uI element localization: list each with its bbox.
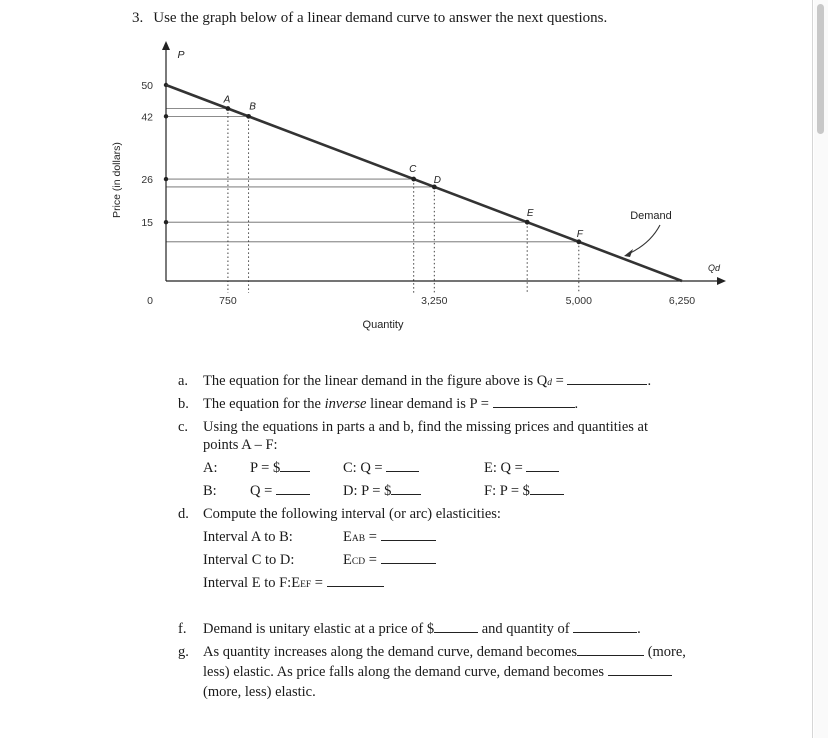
item-c-line2: points A – F: xyxy=(203,437,278,453)
demand-chart xyxy=(0,0,760,340)
answer-blank-g1[interactable] xyxy=(577,643,644,656)
row-d xyxy=(343,480,421,503)
point-label-F: F xyxy=(576,228,583,240)
item-f-text: Demand is unitary elastic at a price of $ and quantity of . xyxy=(203,621,641,637)
point-a-label: A: xyxy=(203,460,218,476)
point-f-eq: F: P = $ xyxy=(484,483,530,499)
row-a-eq xyxy=(250,457,310,480)
answer-blank-qb[interactable] xyxy=(276,482,310,495)
answer-blank-eab[interactable] xyxy=(381,528,436,541)
point-d-eq: D: P = $ xyxy=(343,483,392,499)
interval-ab-eq xyxy=(343,526,436,551)
e-ab-letter: E xyxy=(343,529,352,545)
answer-blank-b[interactable] xyxy=(493,395,575,408)
e-ef-letter: E xyxy=(291,575,301,591)
interval-ef-label: Interval E to F: xyxy=(203,575,292,591)
item-g-t1: As quantity increases along the demand curve, demand becomes xyxy=(203,644,578,660)
interval-cd xyxy=(203,549,294,572)
x-tick-label: 6,250 xyxy=(668,295,696,307)
interval-cd-eq xyxy=(343,549,436,574)
guide-lines xyxy=(166,85,579,293)
point-e-eq: E: Q = xyxy=(484,460,527,476)
y-tick-label: 42 xyxy=(141,111,153,124)
demand-curve-group xyxy=(166,85,682,281)
item-a-body: The equation for the linear demand in the figure above is Q xyxy=(203,373,548,389)
answer-blank-pd[interactable] xyxy=(391,482,421,495)
point-b-label: B: xyxy=(203,483,217,499)
demand-pointer xyxy=(628,225,660,254)
point-c-eq: C: Q = xyxy=(343,460,387,476)
y-tick-label: 26 xyxy=(141,174,153,187)
point-label-C: C xyxy=(409,164,417,176)
point-label-B: B xyxy=(249,101,256,113)
item-d-text: Compute the following interval (or arc) elasticities: xyxy=(203,506,501,522)
e-ef-eq: = xyxy=(311,575,327,591)
y-tick-dot-15 xyxy=(164,220,168,224)
point-a-eq: P = $ xyxy=(250,460,281,476)
answer-blank-f-qty[interactable] xyxy=(573,620,637,633)
y-tick-dot-42 xyxy=(164,114,168,118)
interval-cd-label: Interval C to D: xyxy=(203,552,295,568)
item-f-label: f. xyxy=(178,621,187,637)
point-E xyxy=(525,220,530,225)
y-tick-label: 15 xyxy=(141,217,153,230)
x-tick-label: 0 xyxy=(147,295,153,307)
item-d-label: d. xyxy=(178,506,189,522)
y-tick-dot-26 xyxy=(164,177,168,181)
item-a-label: a. xyxy=(178,373,189,389)
item-g-label: g. xyxy=(178,644,189,660)
item-a-subscript: d xyxy=(547,378,553,388)
question-text: Use the graph below of a linear demand curve to answer the next questions. xyxy=(153,10,608,26)
e-ef-sub: EF xyxy=(300,580,312,590)
row-f xyxy=(484,480,564,503)
demand-pointer-head xyxy=(624,249,633,257)
item-b-italic: inverse xyxy=(324,396,367,412)
point-C xyxy=(411,177,416,182)
item-f-t1: Demand is unitary elastic at a price of $ xyxy=(203,621,435,637)
row-b xyxy=(203,480,217,503)
item-b-text: The equation for the inverse linear demand is P = . xyxy=(203,396,579,412)
answer-blank-eef[interactable] xyxy=(327,574,384,587)
item-g-t4: (more, less) elastic. xyxy=(203,684,316,700)
item-c-label: c. xyxy=(178,419,189,435)
point-label-A: A xyxy=(223,94,231,106)
point-b-eq: Q = xyxy=(250,483,276,499)
e-ab-eq: = xyxy=(365,529,381,545)
scrollbar-thumb[interactable] xyxy=(817,4,824,134)
axes xyxy=(162,41,726,285)
row-e xyxy=(484,457,559,480)
x-axis-arrow xyxy=(717,277,726,285)
answer-blank-qc[interactable] xyxy=(386,459,419,472)
item-b-pre: The equation for the xyxy=(203,396,325,412)
answer-blank-f-price[interactable] xyxy=(434,620,478,633)
point-B xyxy=(246,114,251,119)
y-axis-title: Price (in dollars) xyxy=(111,142,123,218)
item-a-text: The equation for the linear demand in the figure above is Qd = . xyxy=(203,373,652,389)
interval-ab-label: Interval A to B: xyxy=(203,529,293,545)
x-axis-title: Quantity xyxy=(362,319,404,331)
x-axis-letter: Qd xyxy=(707,263,721,273)
answer-blank-qe[interactable] xyxy=(526,459,559,472)
point-F xyxy=(576,239,581,244)
question-number: 3. xyxy=(132,10,144,26)
item-f-t2: and quantity of xyxy=(478,621,570,637)
interval-ef xyxy=(203,572,384,597)
item-g-t3: less) elastic. As price falls along the demand curve, demand becomes xyxy=(203,664,605,680)
chart-labels xyxy=(111,49,721,331)
point-A xyxy=(226,106,231,111)
y-axis-arrow xyxy=(162,41,170,50)
y-axis-letter: P xyxy=(177,49,185,61)
e-cd-eq: = xyxy=(365,552,381,568)
point-label-E: E xyxy=(526,208,534,220)
e-cd-sub: CD xyxy=(351,557,366,567)
y-tick-label: 50 xyxy=(141,80,153,92)
answer-blank-pa[interactable] xyxy=(280,459,310,472)
demand-label: Demand xyxy=(630,210,672,222)
item-c-line1: Using the equations in parts a and b, find the missing prices and quantities at xyxy=(203,419,648,435)
scrollbar[interactable] xyxy=(814,0,828,738)
row-b-eq xyxy=(250,480,310,503)
item-a-eq: = xyxy=(552,373,568,389)
answer-blank-ecd[interactable] xyxy=(381,551,436,564)
x-tick-label: 750 xyxy=(219,295,237,307)
row-a xyxy=(203,457,218,480)
x-tick-label: 3,250 xyxy=(421,295,448,307)
answer-blank-g2[interactable] xyxy=(608,663,672,676)
x-tick-label: 5,000 xyxy=(565,295,592,307)
item-b-post: linear demand is P = xyxy=(366,396,493,412)
point-label-D: D xyxy=(433,174,441,186)
e-ab-sub: AB xyxy=(351,534,366,544)
answer-blank-a[interactable] xyxy=(567,372,647,385)
interval-ab xyxy=(203,526,293,549)
demand-line xyxy=(166,85,682,281)
e-cd-letter: E xyxy=(343,552,352,568)
row-c xyxy=(343,457,419,480)
item-g-t2: (more, xyxy=(644,644,686,660)
item-b-label: b. xyxy=(178,396,189,412)
answer-blank-pf[interactable] xyxy=(530,482,564,495)
